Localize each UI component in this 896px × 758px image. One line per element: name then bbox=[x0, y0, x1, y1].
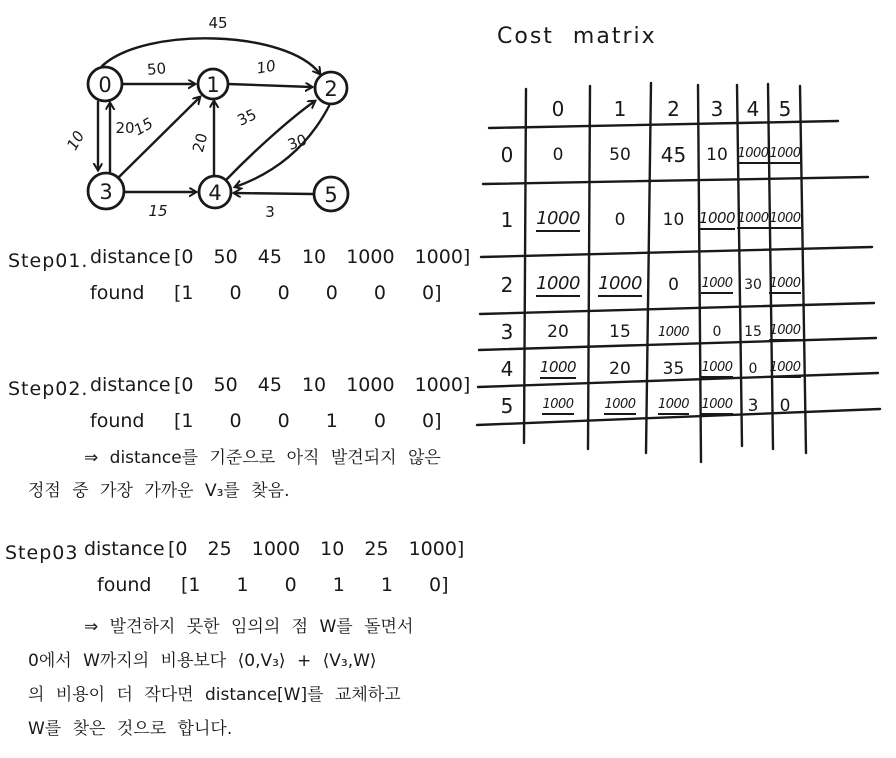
distance-label: distance bbox=[90, 374, 171, 396]
step-02-note-line: 정점 중 가장 가까운 V₃를 찾음. bbox=[28, 481, 290, 501]
matrix-cell: 50 bbox=[609, 145, 631, 165]
distance-label: distance bbox=[90, 246, 171, 268]
matrix-cell: 1000 bbox=[701, 276, 732, 294]
step-01-label: Step01. bbox=[8, 250, 89, 272]
cost-matrix-table bbox=[488, 86, 801, 425]
matrix-col-header: 1 bbox=[613, 97, 627, 121]
edge-1-2-weight: 10 bbox=[255, 56, 278, 78]
matrix-cell: 1000 bbox=[769, 211, 800, 229]
matrix-col-header: 4 bbox=[746, 97, 760, 121]
matrix-cell: 0 bbox=[779, 396, 791, 416]
matrix-cell: 1000 bbox=[536, 208, 580, 232]
matrix-cell: 0 bbox=[668, 275, 679, 295]
matrix-row-header: 1 bbox=[500, 207, 514, 232]
matrix-cell: 1000 bbox=[536, 273, 580, 297]
found-label: found bbox=[90, 410, 145, 432]
step-03-note-line: ⇒ 발견하지 못한 임의의 점 W를 돌면서 bbox=[84, 617, 414, 637]
matrix-row-header: 0 bbox=[500, 143, 514, 167]
matrix-col-header: 5 bbox=[778, 97, 792, 121]
matrix-cell: 1000 bbox=[657, 324, 690, 340]
matrix-cell: 0 bbox=[712, 324, 722, 340]
matrix-cell: 1000 bbox=[769, 323, 800, 341]
matrix-row-header: 2 bbox=[500, 273, 514, 297]
step-02-label: Step02. bbox=[8, 378, 89, 400]
node-2-label: 2 bbox=[324, 77, 338, 101]
matrix-row-header: 3 bbox=[500, 320, 514, 344]
edge-4-1-weight: 20 bbox=[189, 131, 212, 155]
matrix-cell: 1000 bbox=[769, 276, 800, 294]
edge-3-4-weight: 15 bbox=[148, 202, 168, 220]
matrix-cell: 0 bbox=[614, 209, 626, 230]
cost-matrix-title: Cost matrix bbox=[497, 24, 657, 49]
matrix-col-header: 3 bbox=[710, 97, 724, 121]
edge-0-3-weight: 10 bbox=[63, 127, 89, 154]
matrix-cell: 0 bbox=[748, 360, 758, 377]
matrix-cell: 20 bbox=[609, 358, 631, 379]
edge-5-4-weight: 3 bbox=[265, 203, 275, 221]
matrix-col-header: 2 bbox=[667, 97, 680, 121]
matrix-col-header: 0 bbox=[551, 97, 565, 121]
matrix-cell: 1000 bbox=[701, 360, 732, 378]
edge-3-1-weight: 15 bbox=[130, 114, 157, 140]
matrix-cell: 45 bbox=[660, 143, 687, 167]
matrix-cell: 1000 bbox=[737, 146, 768, 164]
distance-array: [0 25 1000 10 25 1000] bbox=[168, 538, 465, 560]
found-array: [1 0 0 0 0 0] bbox=[174, 282, 442, 304]
matrix-cell: 35 bbox=[662, 358, 685, 379]
found-label: found bbox=[90, 282, 145, 304]
matrix-cell: 3 bbox=[747, 396, 759, 416]
matrix-cell: 1000 bbox=[737, 211, 768, 229]
node-0-label: 0 bbox=[98, 73, 112, 97]
found-array: [1 0 0 1 0 0] bbox=[174, 410, 442, 432]
edge-0-1-weight: 50 bbox=[146, 59, 167, 79]
distance-label: distance bbox=[84, 538, 165, 560]
matrix-cell: 30 bbox=[744, 277, 762, 293]
step-03-note-line: W를 찾은 것으로 합니다. bbox=[28, 719, 233, 739]
node-3-label: 3 bbox=[99, 180, 113, 204]
matrix-cell: 1000 bbox=[769, 146, 800, 164]
node-5-label: 5 bbox=[324, 183, 338, 207]
matrix-cell: 10 bbox=[706, 145, 728, 165]
matrix-cell: 15 bbox=[744, 324, 762, 340]
matrix-cell: 1000 bbox=[699, 209, 735, 230]
edge-3-0-weight: 20 bbox=[115, 119, 135, 137]
matrix-cell: 1000 bbox=[658, 397, 689, 415]
matrix-cell: 1000 bbox=[540, 358, 576, 379]
step-03-note-line: 0에서 W까지의 비용보다 ⟨0,V₃⟩ + ⟨V₃,W⟩ bbox=[28, 651, 377, 671]
matrix-cell: 1000 bbox=[542, 397, 573, 415]
node-1-label: 1 bbox=[206, 73, 220, 97]
matrix-cell: 1000 bbox=[598, 273, 642, 297]
node-4-label: 4 bbox=[208, 181, 222, 205]
edge-2-4-weight: 30 bbox=[285, 130, 310, 155]
found-label: found bbox=[97, 574, 152, 596]
matrix-cell: 20 bbox=[547, 322, 569, 342]
matrix-cell: 0 bbox=[552, 145, 564, 165]
step-03-label: Step03 bbox=[5, 542, 79, 564]
matrix-row-header: 5 bbox=[500, 394, 514, 418]
matrix-cell: 15 bbox=[609, 322, 631, 342]
matrix-cell: 1000 bbox=[701, 397, 732, 415]
edge-4-2-weight: 35 bbox=[234, 105, 260, 130]
matrix-row-header: 4 bbox=[500, 356, 514, 381]
matrix-cell: 1000 bbox=[769, 360, 800, 378]
found-array: [1 1 0 1 1 0] bbox=[181, 574, 449, 596]
step-02-note-line: ⇒ distance를 기준으로 아직 발견되지 않은 bbox=[84, 448, 441, 468]
matrix-corner bbox=[488, 86, 526, 127]
matrix-cell: 1000 bbox=[604, 397, 635, 415]
distance-array: [0 50 45 10 1000 1000] bbox=[174, 374, 471, 396]
step-03-note-line: 의 비용이 더 작다면 distance[W]를 교체하고 bbox=[28, 685, 401, 705]
distance-array: [0 50 45 10 1000 1000] bbox=[174, 246, 471, 268]
matrix-cell: 10 bbox=[662, 209, 685, 230]
edge-0-2-weight: 45 bbox=[208, 14, 228, 32]
